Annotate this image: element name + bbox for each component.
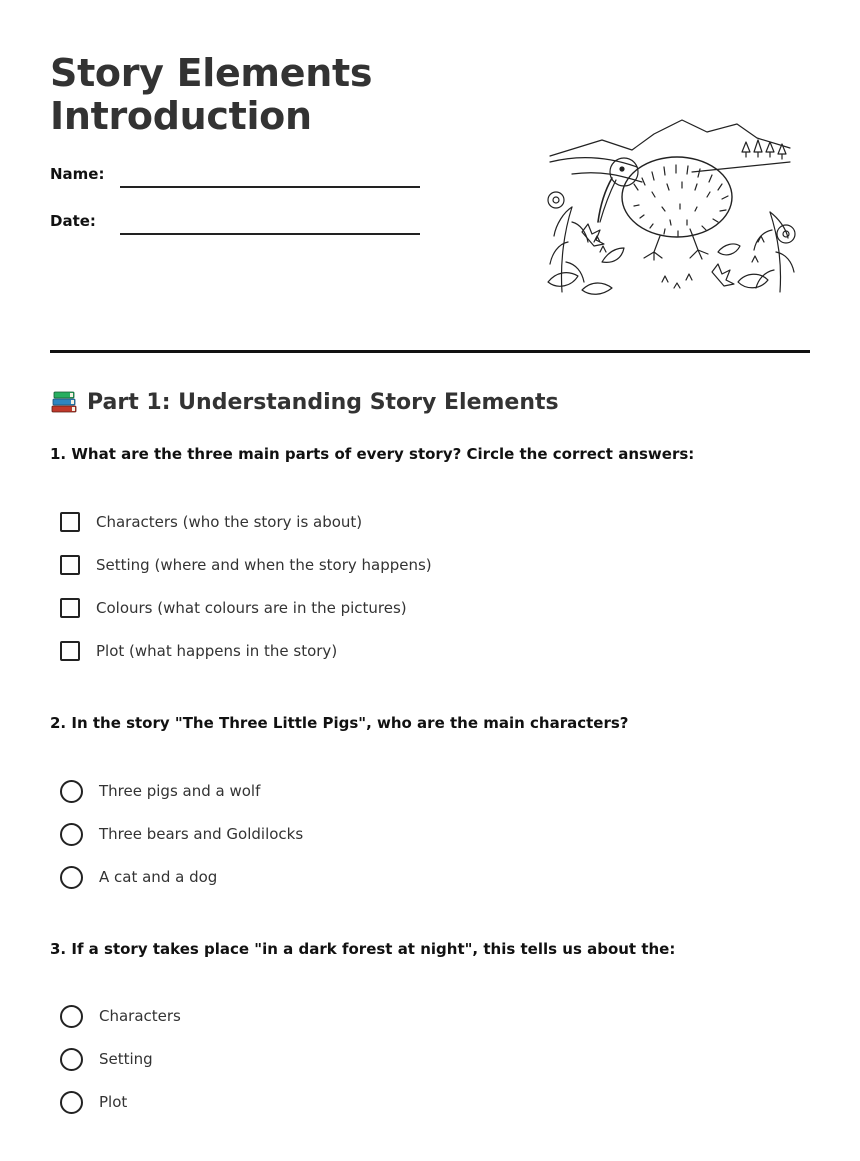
option-label: A cat and a dog: [99, 868, 218, 886]
radio-button[interactable]: [60, 1005, 83, 1028]
option-label: Characters: [99, 1007, 181, 1025]
option-label: Setting (where and when the story happens): [96, 556, 432, 574]
section-title-text: Part 1: Understanding Story Elements: [87, 389, 559, 415]
question-1: 1. What are the three main parts of every story? Circle the correct answers:: [50, 445, 695, 463]
radio-button[interactable]: [60, 1091, 83, 1114]
page-title: [50, 52, 372, 138]
checkbox[interactable]: [60, 641, 80, 661]
question-3-option[interactable]: [60, 1047, 153, 1071]
name-label: Name:: [50, 165, 105, 183]
books-icon: [50, 389, 78, 415]
title-line-2: Introduction: [50, 94, 312, 138]
question-3: 3. If a story takes place "in a dark forest at night", this tells us about the:: [50, 940, 676, 958]
option-label: Setting: [99, 1050, 153, 1068]
title-line-1: Story Elements: [50, 51, 373, 95]
option-label: Three pigs and a wolf: [99, 782, 261, 800]
question-1-option[interactable]: [60, 553, 432, 577]
option-label: Plot (what happens in the story): [96, 642, 338, 660]
question-2-option[interactable]: [60, 822, 303, 846]
radio-button[interactable]: [60, 780, 83, 803]
date-field[interactable]: [120, 233, 420, 235]
option-label: Characters (who the story is about): [96, 513, 363, 531]
question-1-option[interactable]: [60, 510, 362, 534]
option-label: Three bears and Goldilocks: [99, 825, 304, 843]
radio-button[interactable]: [60, 823, 83, 846]
checkbox[interactable]: [60, 598, 80, 618]
option-label: Plot: [99, 1093, 128, 1111]
section-title: [50, 389, 559, 415]
question-1-option[interactable]: [60, 639, 337, 663]
kiwi-bird-illustration: [542, 112, 802, 297]
radio-button[interactable]: [60, 1048, 83, 1071]
question-3-option[interactable]: [60, 1004, 181, 1028]
name-field[interactable]: [120, 186, 420, 188]
option-label: Colours (what colours are in the pictures): [96, 599, 407, 617]
question-3-option[interactable]: [60, 1090, 127, 1114]
question-2: 2. In the story "The Three Little Pigs", who are the main characters?: [50, 714, 629, 732]
question-2-option[interactable]: [60, 779, 260, 803]
question-1-option[interactable]: [60, 596, 407, 620]
date-label: Date:: [50, 212, 96, 230]
checkbox[interactable]: [60, 512, 80, 532]
radio-button[interactable]: [60, 866, 83, 889]
checkbox[interactable]: [60, 555, 80, 575]
section-divider: [50, 350, 810, 353]
question-2-option[interactable]: [60, 865, 217, 889]
